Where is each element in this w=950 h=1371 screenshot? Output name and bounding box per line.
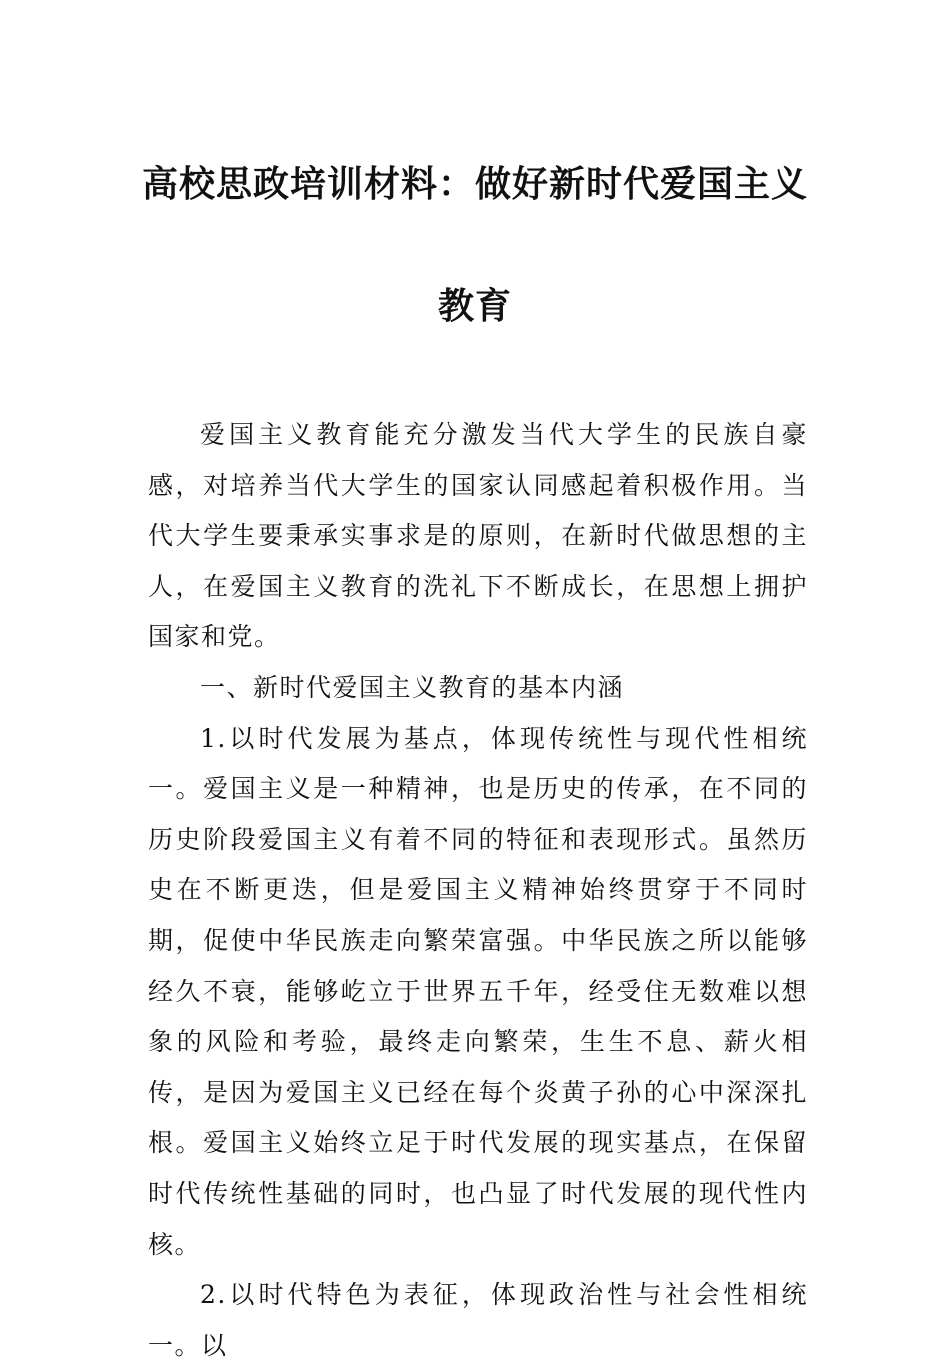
paragraph-point-1: 1.以时代发展为基点，体现传统性与现代性相统一。爱国主义是一种精神，也是历史的传承，在不同的历史阶段爱国主义有着不同的特征和表现形式。虽然历史在不断更迭，但是爱国主义精神始终贯穿于不同时期，促使中华民族走向繁荣富强。中华民族之所以能够经久不衰，能够屹立于世界五千年，经受住无数难以想象的风险和考验，最终走向繁荣，生生不息、薪火相传，是因为爱国主义已经在每个炎黄子孙的心中深深扎根。爱国主义始终立足于时代发展的现实基点，在保留时代传统性基础的同时，也凸显了时代发展的现代性内核。: [148, 723, 808, 1259]
document-body: [148, 410, 808, 1371]
section-heading-1: 一、新时代爱国主义教育的基本内涵: [200, 672, 625, 702]
paragraph-point-2: 2.以时代特色为表征，体现政治性与社会性相统一。以: [148, 1280, 808, 1360]
paragraph-intro: 爱国主义教育能充分激发当代大学生的民族自豪感，对培养当代大学生的国家认同感起着积极作用。当代大学生要秉承实事求是的原则，在新时代做思想的主人，在爱国主义教育的洗礼下不断成长，在思想上拥护国家和党。: [148, 420, 808, 652]
document-title-line-1: 高校思政培训材料：做好新时代爱国主义: [141, 163, 808, 205]
document-title-line-2: 教育: [437, 285, 512, 327]
